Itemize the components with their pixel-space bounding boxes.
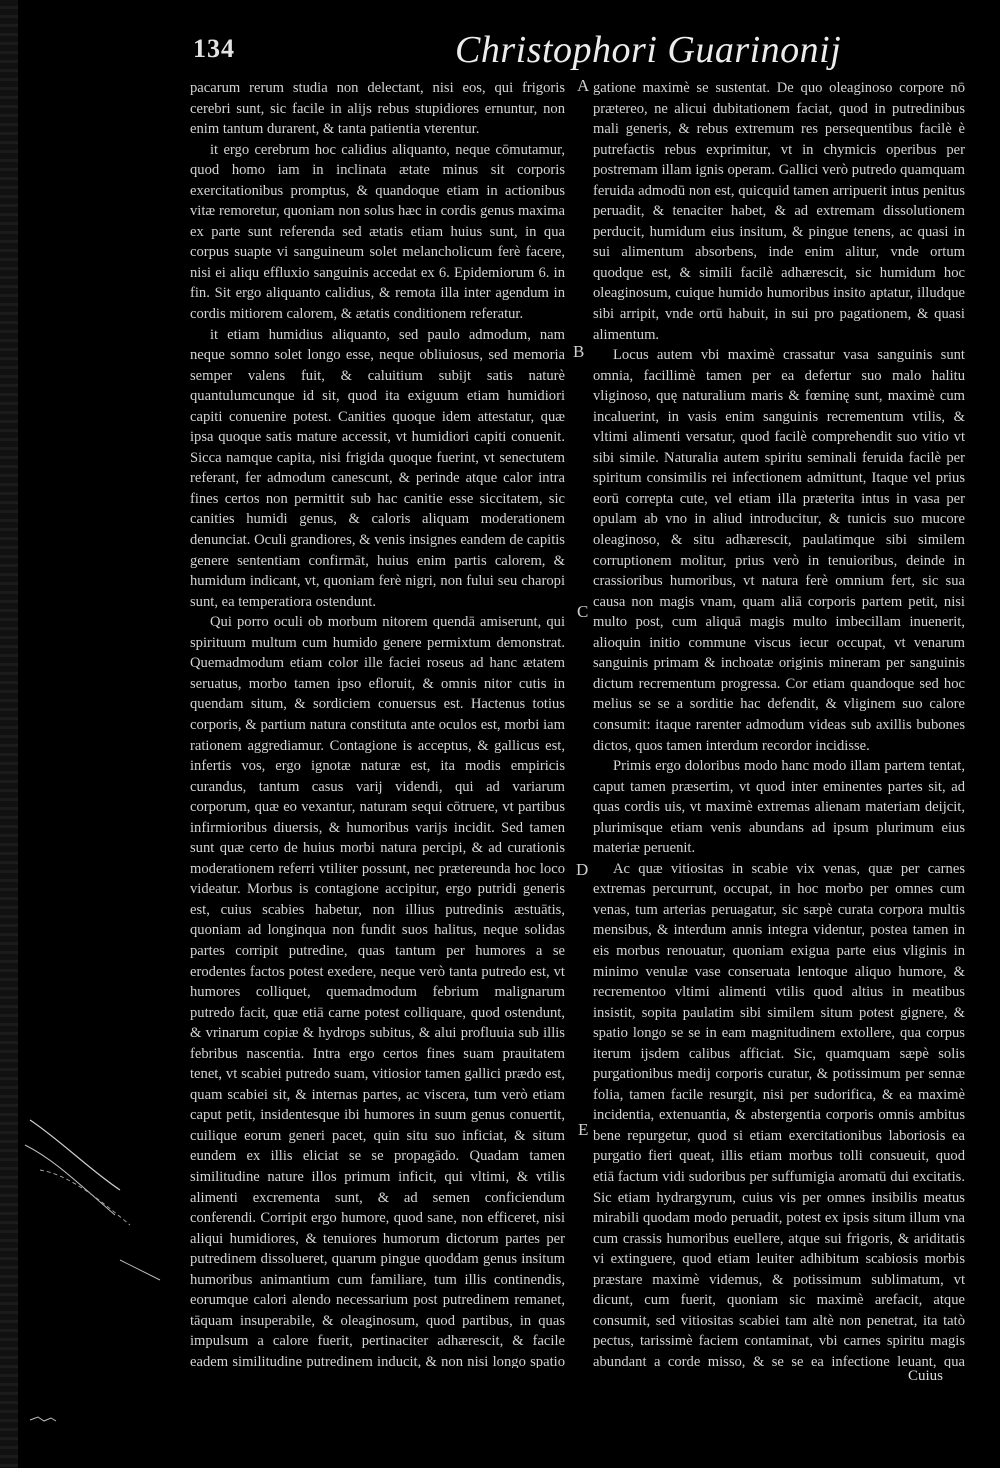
margin-letter-d: D	[576, 860, 589, 879]
right-text-column	[593, 78, 965, 1368]
paragraph: Ac quæ vitiositas in scabie vix venas, quæ per carnes extremas percurrunt, occupat, in hoc morbo per omnes cum venas, tum arterias peruagatur, sic sæpè curata corpora multis mensibus, & interdum annis integra videntur, postea tamen in eis morbus renouatur, quoniam exigua parte eius vliginis in minimo venulæ vase conseruata lentoque aliquo humore, & recrementoo vltimi alimenti vtilis quod altius in meatibus insistit, sopita paulatim sibi similem situm potest gignere, & spatio longo se se in eam magnitudinem extollere, qua corpus iterum ijsdem calibus afficiat. Sic, quamquam sæpè solis purgationibus medij corporis curatur, & potissimum per sennæ folia, tamen facile resurgit, nisi per sudorifica, & ea maximè incidentia, extenuantia, & abstergentia corporis omnis ambitus bene repurgetur, quod si etiam exercitationibus laboriosis ea purgatio fieri queat, illis etiam morbus tolli consueuit, quod etiā factum vidi sudoribus per suffumigia aromatū dui excitatis. Sic etiam hydrargyrum, cuius vis per omnes insibilis meatus mirabili quodam modo peruadit, potest ex ipsis situm illum vna cum crassis humoribus euellere, atque sui frigoris, & ariditatis vi extinguere, quod etiam leuiter adhibitum scabiosis morbis præstare maximè videmus, & potissimum sublimatum, vt dicunt, cum fuerit, quoniam sic maximè arefacit, atque consumit, sed vitiositas scabiei tam altè non penetrat, ita tatò pectus, tarissimè faciem contaminat, vbi carnes spiritu magis abundant a corde misso, & se se ea infectione leuant, qua	[593, 860, 965, 1368]
page-number: 134	[193, 34, 235, 63]
paragraph: Locus autem vbi maximè crassatur vasa sanguinis sunt omnia, facillimè tamen per ea defertur suo malo halitu vliginoso, quę naturalium maris & fœminę sunt, maximè cum incaluerint, in vasis enim sanguinis recrementum vtilis, & vltimi alimenti versatur, quod facilè comprehendit suo vitio vt sibi simile. Naturalia autem spiritu seminali feruida facilè per spiritum consimilis rei infectionem admittunt, Itaque vel prius eorū correpta cute, vel etiam illa præterita intus in vasa per opulam ab vno in aliud introducitur, & tunicis suo mucore oleaginoso, & situ adhærescit, paulatimque sibi similem corruptionem molitur, prius verò in tenuioribus, deinde in crassioribus humoribus, vt natura ferè omnium fert, sic sua causa non magis vnam, quam aliā corporis partem petit, nisi multo post, cum aliquā magis multo imbecillam inuenerit, alioquin initio commune viscus iecur occupat, vt venarum sanguinis primam & inchoatæ originis mineram per sanguinis dictum recrementum progressa. Cor etiam quandoque sed hoc melius se se a sorditie hac defendit, & vliginem suo calore consumit: itaque rarenter admodum videas sub axillis bubones dictos, quos tamen interdum recordor incidisse.	[593, 347, 965, 754]
left-text-column	[190, 78, 565, 1368]
paragraph: it etiam humidius aliquanto, sed paulo admodum, nam neque somno solet longo esse, neque obliuiosus, sed memoria semper valens fuit, & caluitium subijt satis naturè quantulumcunque id sit, quod ita exiguum etiam humidiori capiti conuenire potest. Canities quoque idem attestatur, quæ ipsa quoque satis mature accessit, vt humidiori capiti conuenit. Sicca namque capita, nisi frigida quoque fuerint, vt senectutem referant, fer admodum canescunt, & perinde atque calor intra fines certos non permittit sub hac canitie esse siccitatem, sic canities humidi genus, & caloris aliquam moderationem denunciat. Oculi grandiores, & venis insignes eandem de capitis genere sententiam confirmāt, huius enim partis calorem, & humidum indicant, vt, quoniam ferè nigri, non fului seu charopi sunt, ea temperatiora ostendunt.	[190, 326, 565, 610]
paragraph: Qui porro oculi ob morbum nitorem quendā amiserunt, qui spirituum multum cum humido genere permixtum demonstrat. Quemadmodum etiam color ille faciei roseus ad hanc ætatem seruatus, morbo tamen ipso efloruit, & omnis nitor cutis in quendam situm, & sordiciem conuersus est. Hactenus totius corporis, & partium natura constituta ante oculos est, morbi iam rationem aggrediamur. Contagione is acceptus, & gallicus est, infertis vos, ergo ignotæ naturæ est, ita modis empiricis curandus, tantum casus varij videndi, qui ad variarum corporum, quæ eo vexantur, naturam sequi cōtruere, vt partibus infirmioribus diuersis, & humoribus varijs incidit. Sed tamen sunt quæ certo de huius morbi natura percipi, & ad curationis moderationem referri vtiliter possunt, nec prætereunda hoc loco videatur. Morbus is contagione accipitur, ergo putridi generis est, cuius scabies habetur, non illius putredinis æstuātis, quoniam ad longinqua non fundit suos halitus, neque solidas partes corripit putredine, quas tantum per humores a se erodentes factos potest exedere, neque verò tanta putredo est, vt humores colliquet, quemadmodum febrium malignarum putredo facit, quæ etiā carne potest colliquare, quod ostendunt, & vrinarum copiæ & hydrops subitus, & alui profluuia sub illis febribus nascentia. Intra ergo certos fines suam prauitatem tenet, vt scabiei putredo suam, vitiosior tamen gallici prædo est, quam scabiei sit, & internas partes, ac viscera, tum verò etiam caput petit, insidentesque ibi humores in suum genus conuertit, cuilique eorum generi pacet, quin situ suo inficiat, & situm eundem ex illis eliciat se se propagādo. Quadam tamen similitudine nature illos primum inficit, qui vltimi, & vtilis alimenti excrementa sunt, & ad semen conficiendum conferendi. Corripit ergo humore, quod sane, non efficeret, nisi aliqui humidiores, & tenuiores humorum dictorum partes per putredinem dissolueret, quarum pingue quoddam genus insitum humoribus animantium cum familiare, tum illis continendis, eorumque calori alendo necessarium post putredinem remanet, tāquam insuperabile, & oleaginosum, quod partibus, in quas impulsum a calore fuerit, pertinaciter adhærescit, & facile eadem similitudine putredinem inducit, & non nisi longo spatio	[190, 614, 565, 1368]
page-header	[185, 22, 985, 82]
paragraph: pacarum rerum studia non delectant, nisi eos, qui frigoris cerebri sunt, sic facile in alijs rebus stupidiores ernuntur, non enim tantum durarent, & tanta patientia vterentur.	[190, 80, 565, 138]
paragraph: gatione maximè se sustentat. De quo oleaginoso corpore nō prætereo, ne alicui dubitationem faciat, quod in putredinibus mali generis, & rebus extremum res persequentibus facilè è putrefactis rebus exprimitur, vt in chymicis operibus per postremam illam ignis operam. Gallici verò putredo quamquam feruida admodū non est, quicquid tamen arripuerit intus penitus peruadit, & tenaciter habet, & ad extremam dissolutionem perducit, humidum eius insitum, & pingue tenens, ac quasi in sui alimentum absorbens, inde enim alitur, vnde ortum quodque est, & simili facilè adhærescit, sic humidum hoc oleaginosum, cuique humido humoribus insito aptatur, illudque sibi arripit, vnde ortū habuit, in sui pro pagationem, & quasi alimentum.	[593, 80, 965, 343]
margin-letter-b: B	[573, 342, 585, 361]
catchword: Cuius	[908, 1368, 944, 1384]
margin-letter-c: C	[577, 602, 589, 621]
margin-scribbles	[0, 0, 180, 1468]
paragraph: Primis ergo doloribus modo hanc modo illam partem tentat, caput tamen præsertim, vt quod inter eminentes partes sit, ad quas cordis uis, vt maximè extremas alienam materiam deijcit, plurimisque etiam venis abundans ad ipsum plurimum eius materiæ peruenit.	[593, 758, 965, 857]
margin-letter-e: E	[578, 1120, 589, 1139]
running-title: Christophori Guarinonij	[455, 29, 842, 71]
margin-letter-a: A	[577, 76, 590, 95]
paragraph: it ergo cerebrum hoc calidius aliquanto, neque cōmutamur, quod homo iam in inclinata ætate minus sit corporis exercitationibus promptus, & quandoque etiam in actionibus vitæ remoretur, quoniam non solus hæc in cordis genus maxima ex parte sunt referenda sed ætatis etiam huius sunt, in qua corpus suapte vi sanguineum solet melancholicum ferè facere, nisi ei aliqu effluxio sanguinis accedat ex 6. Epidemiorum 6. in fin. Sit ergo aliquanto calidius, & remota illa inter agendum in cordis mitiorem calorem, & ætatis conditionem referatur.	[190, 141, 565, 323]
